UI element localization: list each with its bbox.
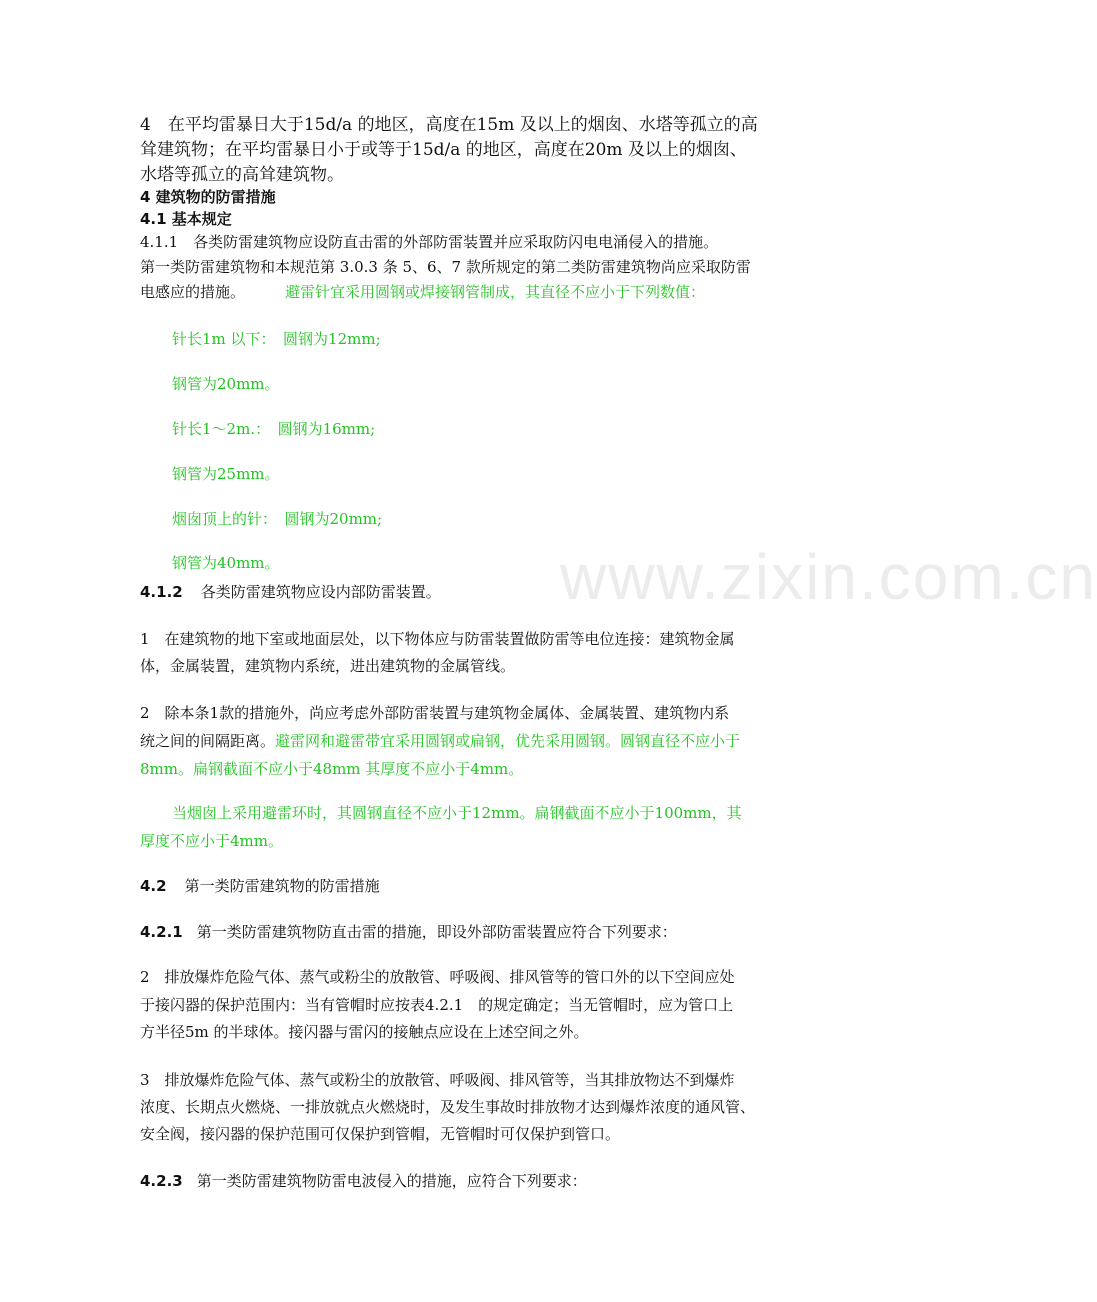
paragraph-line: 第一类防雷建筑物和本规范第 3.0.3 条 5、6、7 款所规定的第二类防雷建筑物尚应采取防雷 bbox=[140, 258, 751, 276]
highlight-text: 避雷网和避雷带宜采用圆钢或扁钢，优先采用圆钢。圆钢直径不应小于 bbox=[275, 732, 741, 750]
list-item: 烟囱顶上的针： 圆钢为20mm; bbox=[172, 510, 383, 528]
list-item: 钢管为25mm。 bbox=[172, 465, 280, 483]
paragraph-line: 3 排放爆炸危险气体、蒸气或粉尘的放散管、呼吸阀、排风管等，当其排放物达不到爆炸 bbox=[140, 1071, 735, 1089]
clause-number: 4.2.3 bbox=[140, 1172, 183, 1190]
paragraph-line: 浓度、长期点火燃烧、一排放就点火燃烧时，及发生事故时排放物才达到爆炸浓度的通风管、 bbox=[140, 1098, 756, 1116]
clause-number: 4.2.1 bbox=[140, 923, 183, 941]
clause-line bbox=[140, 879, 380, 894]
section-heading: 4 建筑物的防雷措施 bbox=[140, 188, 276, 206]
list-item: 钢管为40mm。 bbox=[172, 554, 280, 572]
list-item: 针长1～2m.： 圆钢为16mm; bbox=[172, 420, 376, 438]
paragraph-line: 于接闪器的保护范围内：当有管帽时应按表4.2.1 的规定确定；当无管帽时，应为管口上 bbox=[140, 996, 734, 1014]
paragraph-line bbox=[140, 734, 740, 749]
subsection-heading: 4.1 基本规定 bbox=[140, 210, 232, 228]
paragraph-line: 方半径5m 的半球体。接闪器与雷闪的接触点应设在上述空间之外。 bbox=[140, 1023, 589, 1041]
clause-text: 第一类防雷建筑物防直击雷的措施，即设外部防雷装置应符合下列要求： bbox=[196, 923, 677, 941]
list-item: 钢管为20mm。 bbox=[172, 375, 280, 393]
paragraph-line: 体，金属装置，建筑物内系统，进出建筑物的金属管线。 bbox=[140, 657, 516, 675]
paragraph-line: 4.1.1 各类防雷建筑物应设防直击雷的外部防雷装置并应采取防闪电电涌侵入的措施。 bbox=[140, 233, 719, 251]
watermark: www.zixin.com.cn bbox=[560, 541, 1097, 613]
paragraph-text: 统之间的间隔距离。 bbox=[140, 732, 276, 750]
clause-number: 4.2 bbox=[140, 877, 167, 895]
highlight-line: 当烟囱上采用避雷环时，其圆钢直径不应小于12mm。扁钢截面不应小于100mm，其 bbox=[172, 804, 742, 822]
paragraph-line: 安全阀，接闪器的保护范围可仅保护到管帽，无管帽时可仅保护到管口。 bbox=[140, 1125, 621, 1143]
highlight-line: 厚度不应小于4mm。 bbox=[140, 832, 283, 850]
paragraph-line: 耸建筑物；在平均雷暴日小于或等于15d/a 的地区，高度在20m 及以上的烟囱、 bbox=[140, 140, 747, 160]
paragraph-line bbox=[140, 285, 705, 300]
clause-text: 第一类防雷建筑物的防雷措施 bbox=[184, 877, 380, 895]
highlight-line: 8mm。扁钢截面不应小于48mm 其厚度不应小于4mm。 bbox=[140, 760, 524, 778]
clause-line bbox=[140, 1174, 587, 1189]
clause-line bbox=[140, 925, 677, 940]
paragraph-line: 1 在建筑物的地下室或地面层处，以下物体应与防雷装置做防雷等电位连接：建筑物金属 bbox=[140, 630, 735, 648]
paragraph-line: 4 在平均雷暴日大于15d/a 的地区，高度在15m 及以上的烟囱、水塔等孤立的高 bbox=[140, 115, 758, 135]
paragraph-line: 2 排放爆炸危险气体、蒸气或粉尘的放散管、呼吸阀、排风管等的管口外的以下空间应处 bbox=[140, 968, 735, 986]
list-item: 针长1m 以下： 圆钢为12mm; bbox=[172, 330, 381, 348]
clause-line bbox=[140, 585, 441, 600]
highlight-text: 避雷针宜采用圆钢或焊接钢管制成，其直径不应小于下列数值： bbox=[285, 283, 706, 301]
clause-number: 4.1.2 bbox=[140, 583, 183, 601]
paragraph-line: 水塔等孤立的高耸建筑物。 bbox=[140, 165, 344, 185]
paragraph-line: 2 除本条1款的措施外，尚应考虑外部防雷装置与建筑物金属体、金属装置、建筑物内系 bbox=[140, 704, 730, 722]
clause-text: 第一类防雷建筑物防雷电波侵入的措施，应符合下列要求： bbox=[196, 1172, 587, 1190]
clause-text: 各类防雷建筑物应设内部防雷装置。 bbox=[200, 583, 441, 601]
paragraph-text: 电感应的措施。 bbox=[140, 283, 246, 301]
